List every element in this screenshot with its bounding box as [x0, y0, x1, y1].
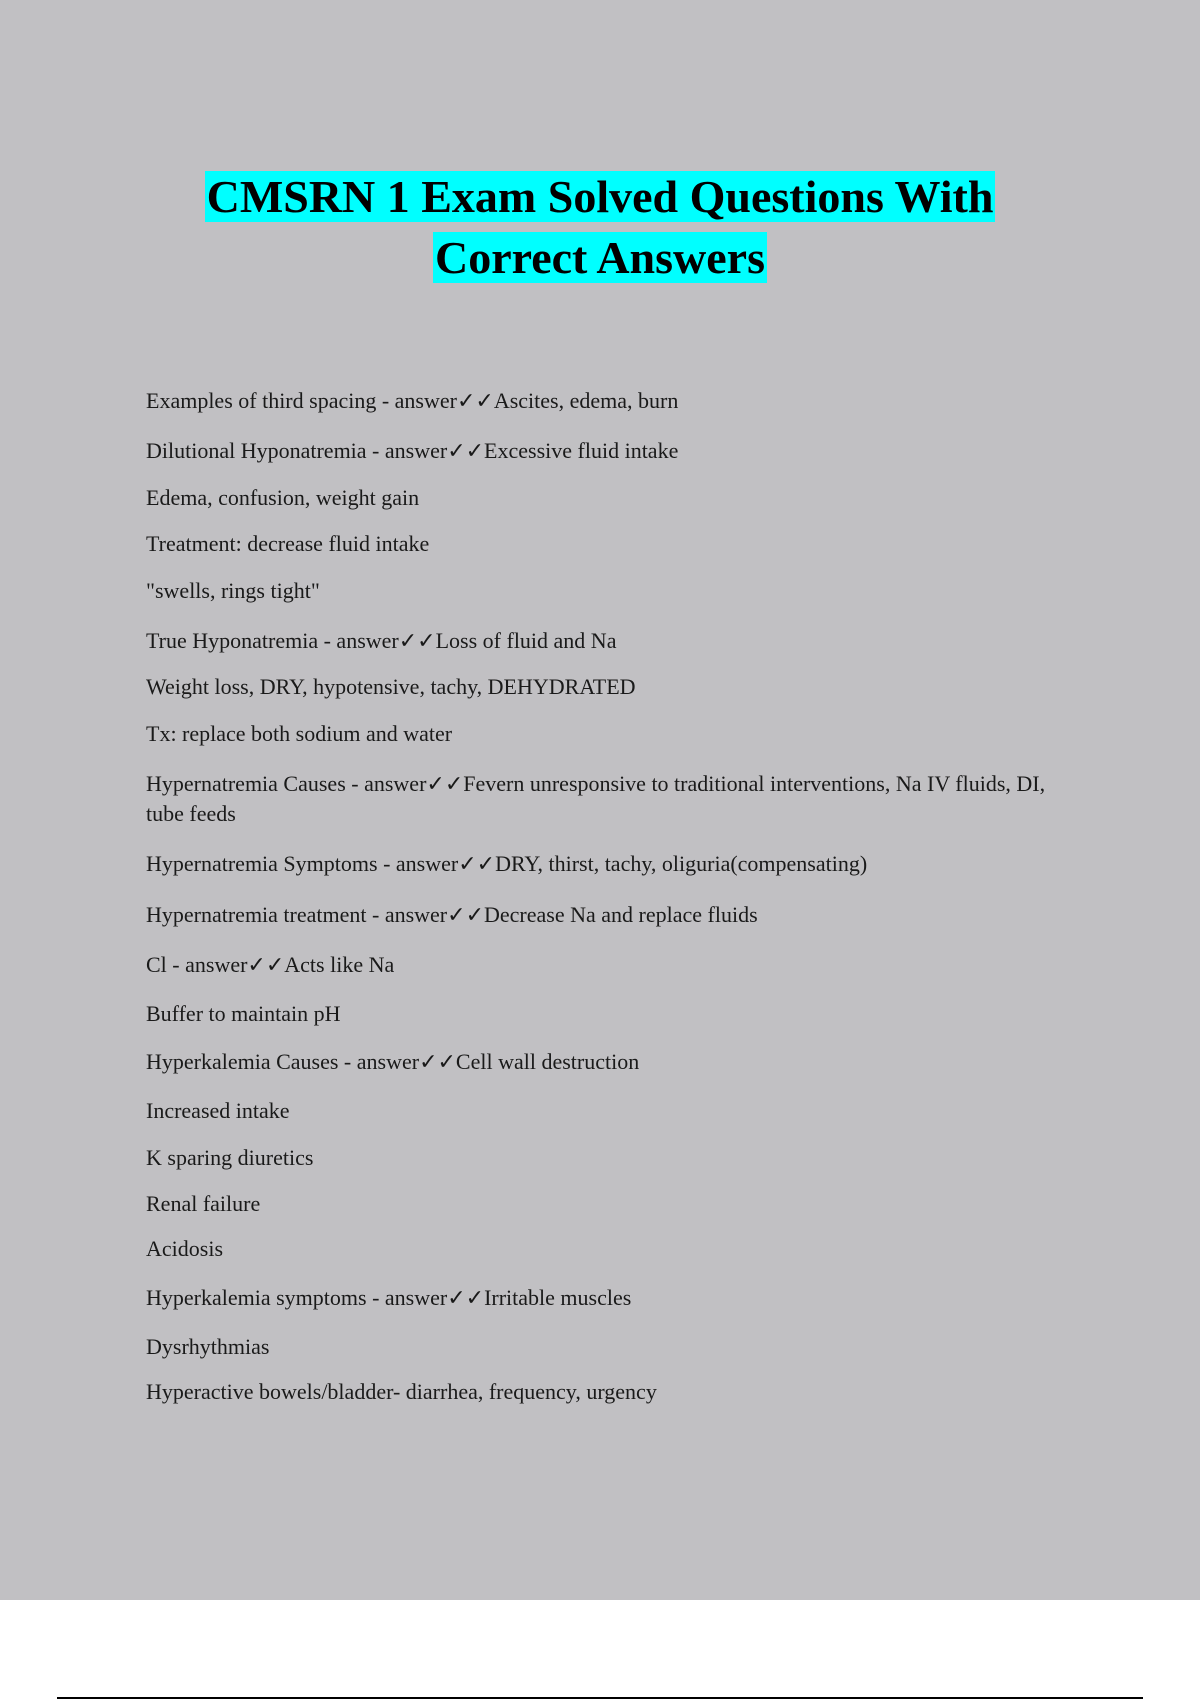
text-line: Examples of third spacing - answer✓✓Ascites, edema, burn	[146, 388, 679, 413]
title-line-2: Correct Answers	[435, 232, 765, 283]
text-line: Hyperactive bowels/bladder- diarrhea, frequency, urgency	[146, 1379, 657, 1404]
text-line: True Hyponatremia - answer✓✓Loss of fluid and Na	[146, 628, 617, 653]
text-line: "swells, rings tight"	[146, 578, 320, 603]
text-line: Treatment: decrease fluid intake	[146, 531, 430, 556]
text-line: Renal failure	[146, 1191, 261, 1216]
text-line: Hyperkalemia symptoms - answer✓✓Irritable muscles	[146, 1285, 632, 1310]
text-line: Hypernatremia Symptoms - answer✓✓DRY, thirst, tachy, oliguria(compensating)	[146, 851, 868, 876]
text-line: Increased intake	[146, 1098, 290, 1123]
text-line: Hypernatremia treatment - answer✓✓Decrease Na and replace fluids	[146, 902, 758, 927]
title-line-1: CMSRN 1 Exam Solved Questions With	[206, 171, 994, 222]
text-line: Dilutional Hyponatremia - answer✓✓Excessive fluid intake	[146, 438, 679, 463]
text-line: Weight loss, DRY, hypotensive, tachy, DEHYDRATED	[146, 674, 636, 699]
footer-rule	[57, 1697, 1143, 1699]
text-line: Tx: replace both sodium and water	[146, 721, 453, 746]
text-line: Hypernatremia Causes - answer✓✓Fevern unresponsive to traditional interventions, Na IV fluids, DI, tube feeds	[146, 771, 1046, 826]
text-line: K sparing diuretics	[146, 1145, 314, 1170]
text-line: Dysrhythmias	[146, 1334, 270, 1359]
text-line: Acidosis	[146, 1236, 223, 1261]
text-line: Cl - answer✓✓Acts like Na	[146, 952, 395, 977]
document-title	[0, 166, 1200, 288]
text-line: Edema, confusion, weight gain	[146, 485, 420, 510]
text-line: Hyperkalemia Causes - answer✓✓Cell wall destruction	[146, 1049, 640, 1074]
text-line: Buffer to maintain pH	[146, 1001, 341, 1026]
